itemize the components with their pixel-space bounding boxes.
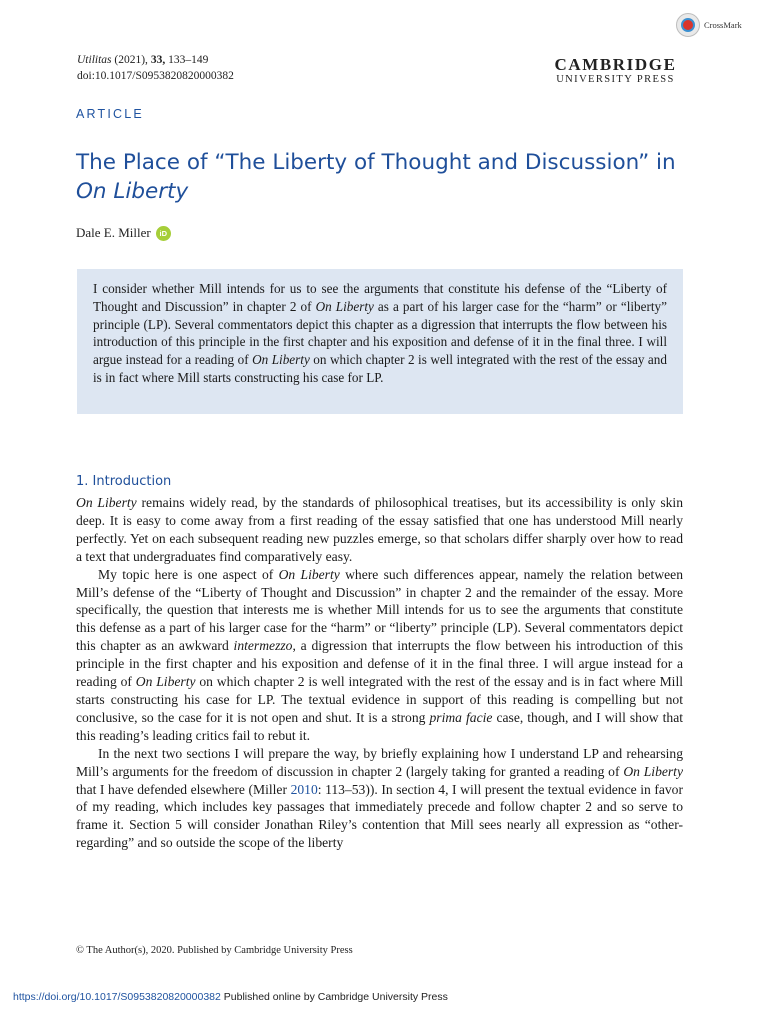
body-text (76, 494, 683, 852)
paragraph-1: On Liberty remains widely read, by the standards of philosophical treatises, but its accessibility is only skin deep. It is easy to come away from a first reading of the essay satisfied that one has understood Mill nearly perfectly. Yet on each subsequent reading new puzzles emerge, so that scholars differ sharply over how to read a text that undergraduates find comparatively easy. (76, 495, 684, 564)
publisher-logo (548, 56, 683, 86)
journal-info (77, 52, 234, 84)
citation-link[interactable]: 2010 (290, 781, 318, 797)
title-italic: On Liberty (76, 179, 189, 204)
abstract-text: I consider whether Mill intends for us to see the arguments that constitute his defense of the “Liberty of Thought and Discussion” in chapter 2 of On Liberty as a part of his larger case for the “harm” or “liberty” principle (LP). Several commentators depict this chapter as a digression that interrupts the flow between his introduction of this principle in the first chapter and his exposition and defense of it in the final three. I will argue instead for a reading of On Liberty on which chapter 2 is well integrated with the rest of the essay and is in fact where Mill starts constructing his case for LP. (93, 281, 667, 385)
journal-pages: 133–149 (168, 54, 209, 66)
article-title (76, 148, 696, 206)
published-online-text: Published online by Cambridge University Press (220, 991, 448, 1003)
publisher-line2: UNIVERSITY PRESS (556, 74, 675, 85)
crossmark-badge[interactable] (676, 13, 742, 37)
section-heading: 1. Introduction (76, 474, 172, 489)
journal-name: Utilitas (77, 54, 112, 66)
author-line (76, 225, 171, 241)
page-footer (13, 991, 448, 1003)
article-type-label: ARTICLE (76, 107, 144, 121)
doi-link[interactable]: https://doi.org/10.1017/S0953820820000382 (13, 991, 221, 1003)
paragraph-3: In the next two sections I will prepare the way, by briefly explaining how I understand LP and rehearsing Mill’s arguments for the freedom of discussion in chapter 2 (largely taking for granted a reading of On Liberty that I have defended elsewhere (Miller 2010: 113–53)). In section 4, I will present the textual evidence in favor of my reading, which includes key passages that immediately precede and follow chapter 2 and so serve to frame it. Section 5 will consider Jonathan Riley’s contention that Mill sees nearly all expression as “other-regarding” and so outside the scope of the liberty (76, 745, 683, 851)
copyright-notice: © The Author(s), 2020. Published by Cambridge University Press (76, 945, 353, 956)
journal-doi: doi:10.1017/S0953820820000382 (77, 70, 234, 82)
journal-volume: 33, (150, 54, 166, 66)
author-name[interactable]: Dale E. Miller (76, 225, 151, 240)
title-main: The Place of “The Liberty of Thought and Discussion” in (76, 150, 676, 175)
abstract-box (77, 269, 683, 414)
orcid-icon[interactable]: iD (156, 226, 171, 241)
journal-year: (2021), (114, 54, 148, 66)
publisher-line1: CAMBRIDGE (554, 55, 677, 74)
crossmark-icon (676, 13, 700, 37)
journal-citation (77, 52, 234, 68)
paragraph-2: My topic here is one aspect of On Liberty where such differences appear, namely the relation between Mill’s defense of the “Liberty of Thought and Discussion” in chapter 2 and the remainder of the essay. More specifically, the question that interests me is whether Mill intends for us to see the arguments that constitute this defense as a part of his larger case for the “harm” or “liberty” principle (LP). Several commentators depict this chapter as an awkward intermezzo, a digression that interrupts the flow between his introduction of this principle in the first chapter and his exposition and defense of it in the final three. I will argue instead for a reading of On Liberty on which chapter 2 is well integrated with the rest of the essay and is in fact where Mill starts constructing his case for LP. The textual evidence in support of this reading is compelling but not conclusive, so the case for it is not open and shut. It is a strong prima facie case, though, and I will show that this reading’s leading critics fail to rebut it. (76, 566, 684, 743)
crossmark-label: CrossMark (704, 20, 742, 30)
